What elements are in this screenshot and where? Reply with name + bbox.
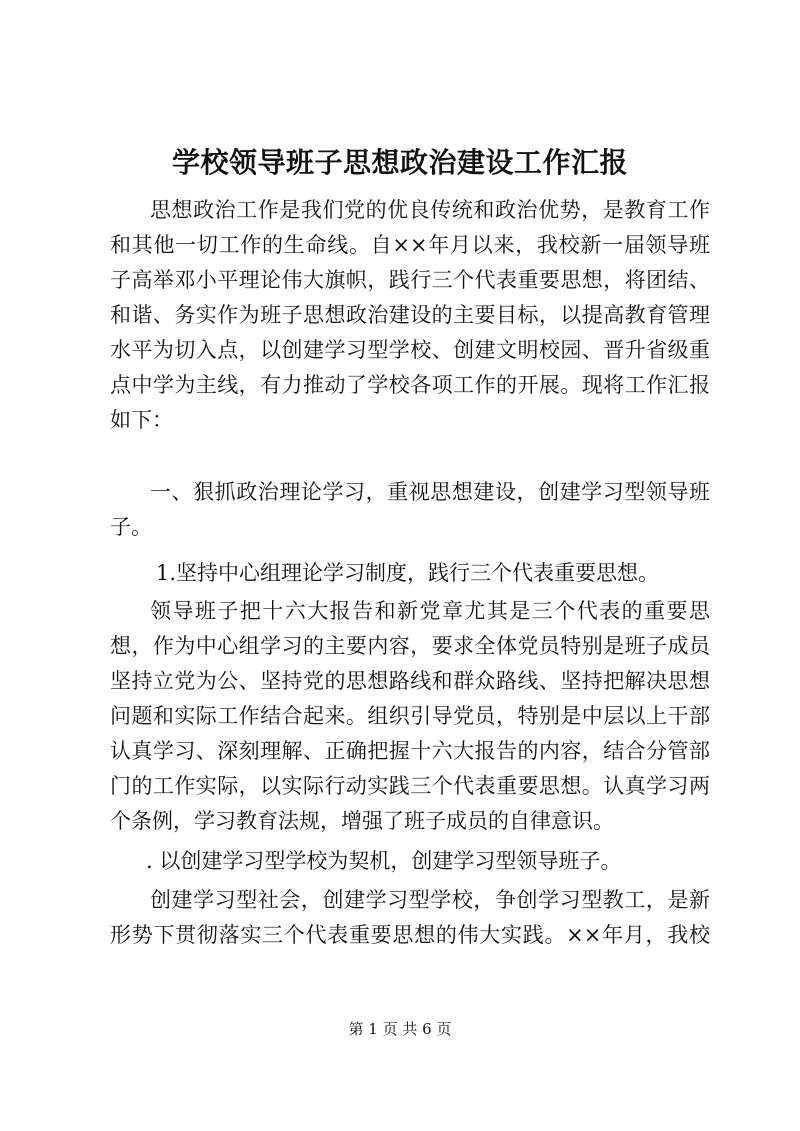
paragraph-line: 坚持立党为公、坚持党的思想路线和群众路线、坚持把解决思想 (110, 669, 710, 693)
paragraph-line: 认真学习、深刻理解、正确把握十六大报告的内容，结合分管部 (110, 739, 710, 763)
paragraph-line: 如下： (110, 408, 173, 432)
page-number: 第 1 页 共 6 页 (348, 1020, 452, 1038)
section-heading-line: 子。 (110, 515, 152, 539)
section-heading-line: 一、狠抓政治理论学习，重视思想建设，创建学习型领导班 (150, 480, 710, 504)
paragraph-line: 子高举邓小平理论伟大旗帜，践行三个代表重要思想，将团结、 (110, 268, 710, 292)
paragraph-line: 想，作为中心组学习的主要内容，要求全体党员特别是班子成员 (110, 634, 710, 658)
paragraph-line: 和其他一切工作的生命线。自××年月以来，我校新一届领导班 (110, 233, 710, 257)
subsection-heading: 1.坚持中心组理论学习制度，践行三个代表重要思想。 (156, 561, 660, 585)
document-title: 学校领导班子思想政治建设工作汇报 (171, 146, 628, 179)
paragraph-line: 问题和实际工作结合起来。组织引导党员，特别是中层以上干部 (110, 704, 710, 728)
paragraph-line: 领导班子把十六大报告和新党章尤其是三个代表的重要思 (150, 599, 710, 623)
paragraph-line: 水平为切入点，以创建学习型学校、创建文明校园、晋升省级重 (110, 338, 710, 362)
paragraph-line: 门的工作实际，以实际行动实践三个代表重要思想。认真学习两 (110, 774, 710, 798)
paragraph-line: 点中学为主线，有力推动了学校各项工作的开展。现将工作汇报 (110, 373, 710, 397)
subsection-heading: . 以创建学习型学校为契机，创建学习型领导班子。 (146, 849, 622, 873)
paragraph-line: 思想政治工作是我们党的优良传统和政治优势，是教育工作 (150, 198, 710, 222)
paragraph-line: 创建学习型社会，创建学习型学校，争创学习型教工，是新 (150, 888, 710, 912)
paragraph-line: 形势下贯彻落实三个代表重要思想的伟大实践。××年月，我校 (110, 923, 710, 947)
paragraph-line: 个条例，学习教育法规，增强了班子成员的自律意识。 (110, 809, 614, 833)
paragraph-line: 和谐、务实作为班子思想政治建设的主要目标，以提高教育管理 (110, 303, 710, 327)
